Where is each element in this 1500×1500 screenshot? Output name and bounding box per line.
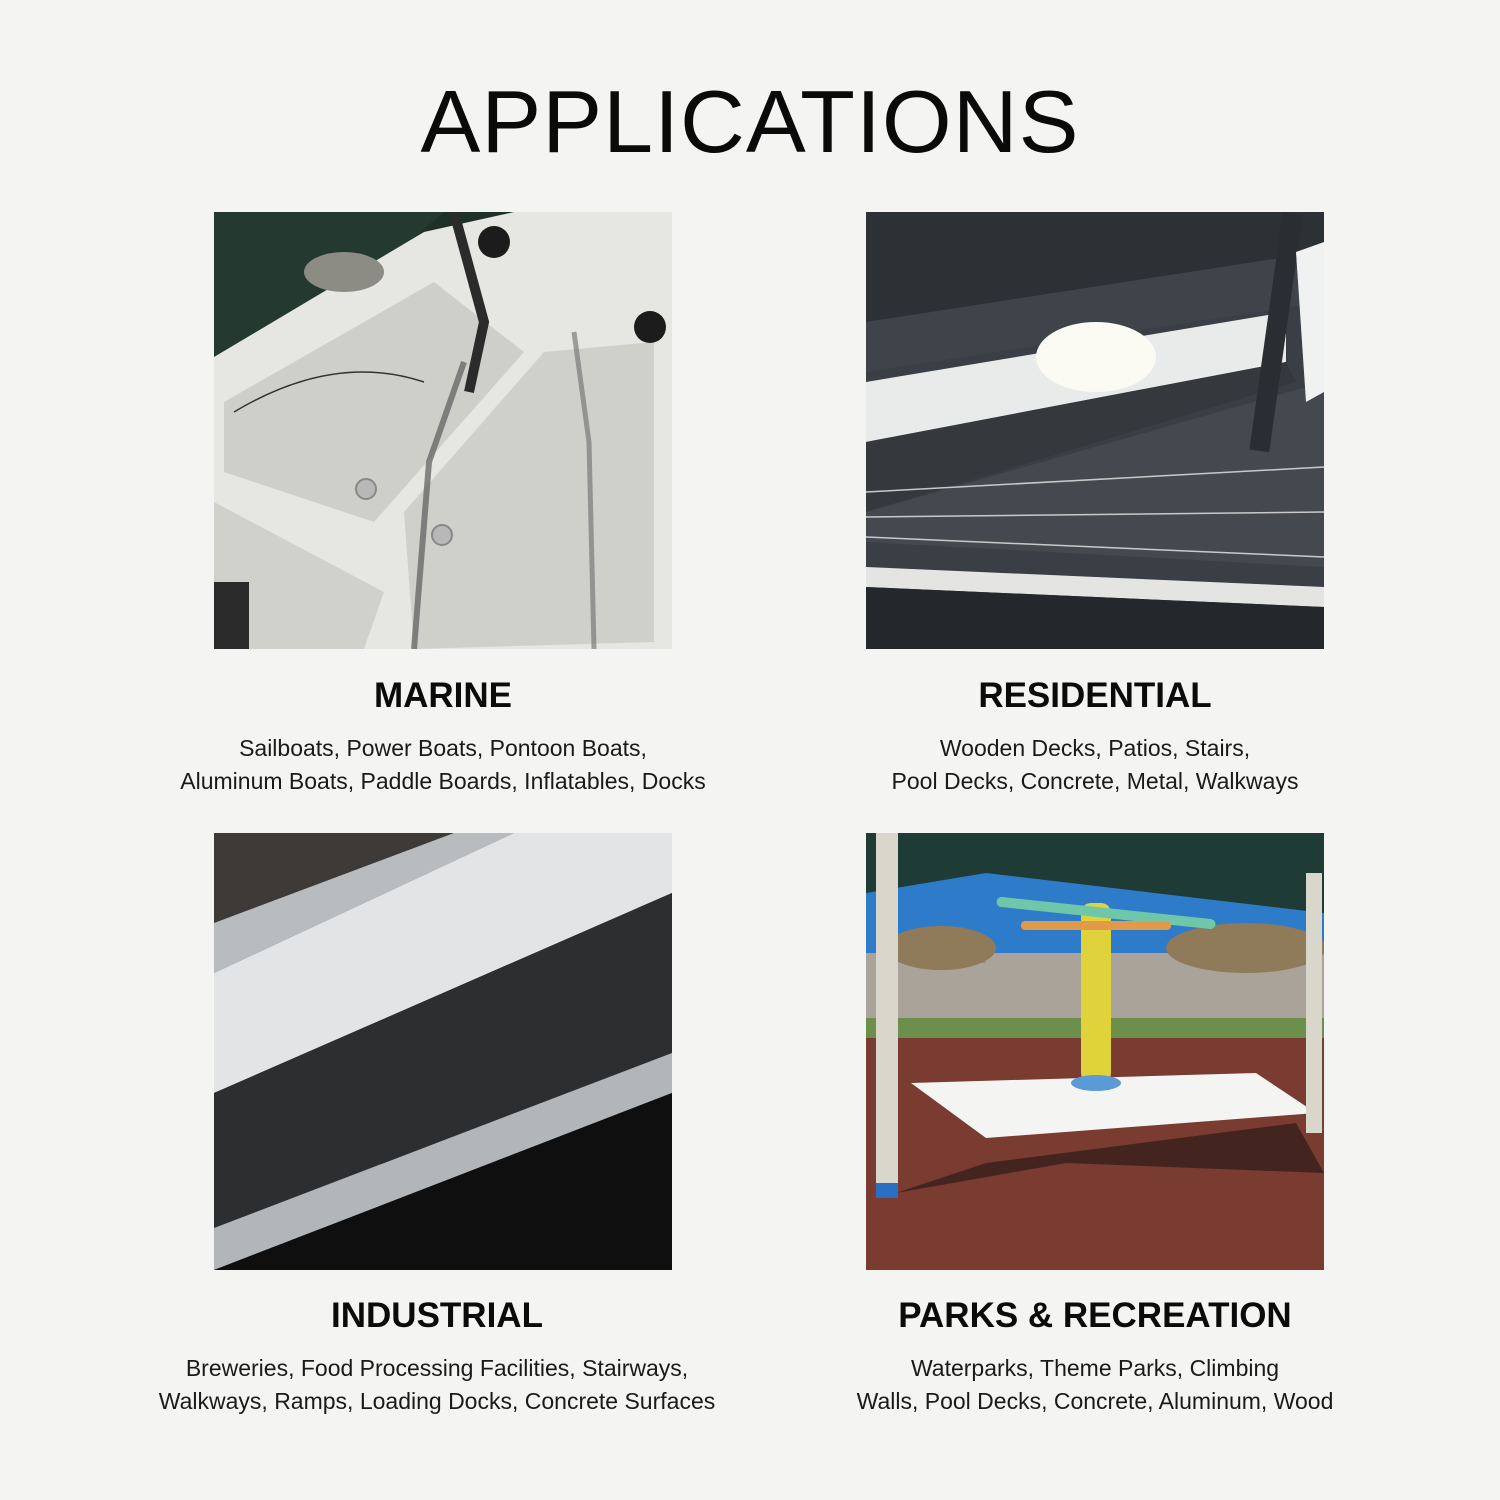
marine-description-line1: Sailboats, Power Boats, Pontoon Boats, [239, 735, 647, 761]
residential-heading: RESIDENTIAL [978, 676, 1212, 715]
marine-description-line2: Aluminum Boats, Paddle Boards, Inflatables, Docks [180, 768, 706, 794]
residential-stairs-photo [866, 212, 1324, 649]
marine-boat-deck-photo [214, 212, 672, 649]
industrial-heading: INDUSTRIAL [331, 1296, 543, 1335]
marine-heading: MARINE [373, 676, 513, 715]
parks-recreation-heading: PARKS & RECREATION [898, 1296, 1292, 1335]
parks-recreation-description-line1: Waterparks, Theme Parks, Climbing [910, 1355, 1280, 1381]
parks-splash-pad-photo [866, 833, 1324, 1270]
industrial-stair-tread-photo [214, 833, 672, 1270]
residential-description-line1: Wooden Decks, Patios, Stairs, [939, 735, 1251, 761]
industrial-description-line1: Breweries, Food Processing Facilities, Stairways, [185, 1355, 689, 1381]
parks-recreation-description-line2: Walls, Pool Decks, Concrete, Aluminum, Wood [856, 1388, 1334, 1414]
page-title: APPLICATIONS [420, 72, 1080, 171]
residential-description-line2: Pool Decks, Concrete, Metal, Walkways [891, 768, 1299, 794]
industrial-description-line2: Walkways, Ramps, Loading Docks, Concrete Surfaces [158, 1388, 716, 1414]
